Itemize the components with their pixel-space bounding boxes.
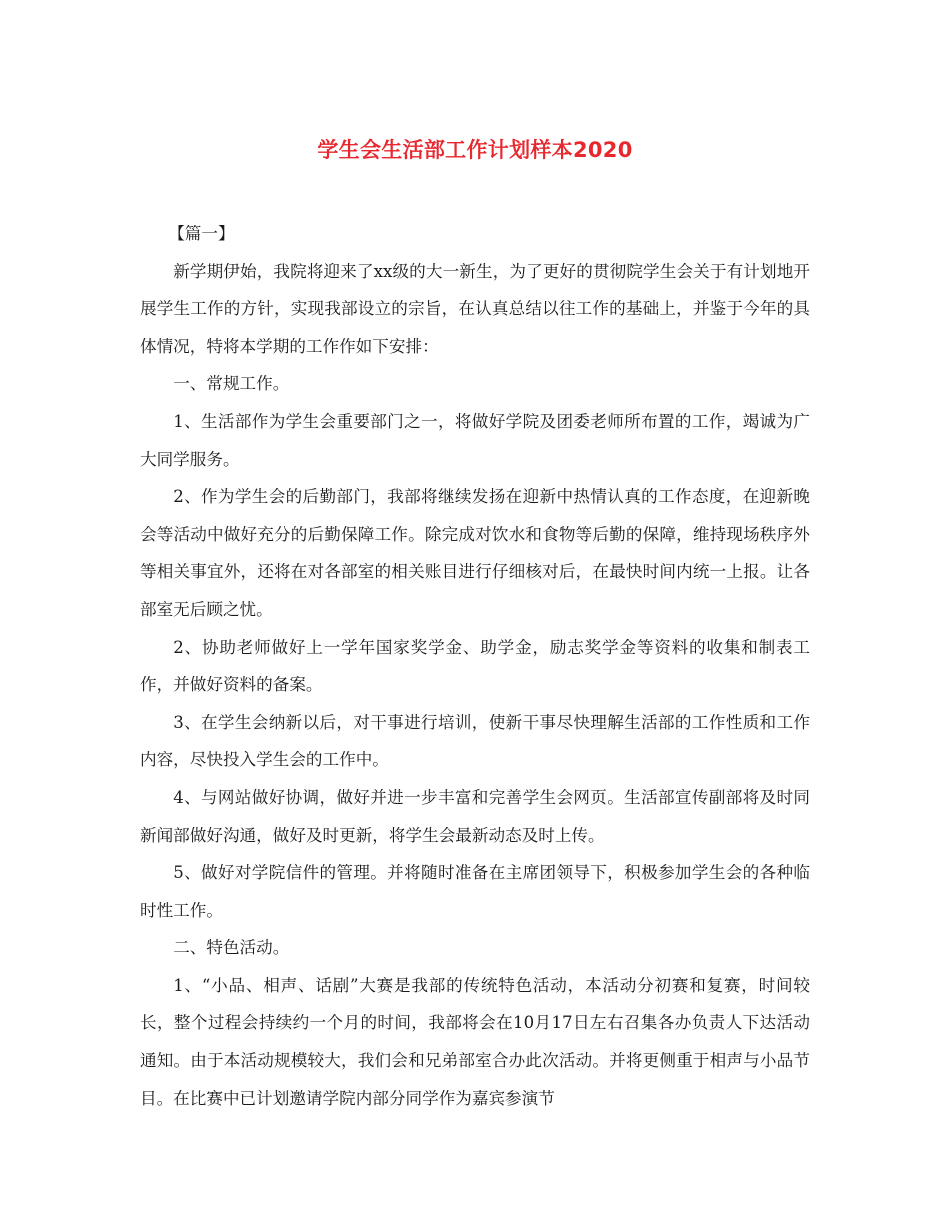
paragraph-routine-2: 2、作为学生会的后勤部门，我部将继续发扬在迎新中热情认真的工作态度，在迎新晚会等活动中做好充分的后勤保障工作。除完成对饮水和食物等后勤的保障，维持现场秩序外等相关事宜外，还将在对各部室的相关账目进行仔细核对后，在最快时间内统一上报。让各部室无后顾之忧。 — [140, 487, 810, 619]
paragraph-routine-2b: 2、协助老师做好上一学年国家奖学金、助学金，励志奖学金等资料的收集和制表工作，并做好资料的备案。 — [140, 637, 810, 695]
paragraph-routine-3: 3、在学生会纳新以后，对干事进行培训，使新干事尽快理解生活部的工作性质和工作内容，尽快投入学生会的工作中。 — [140, 712, 810, 770]
heading-routine-work: 一、常规工作。 — [173, 374, 290, 394]
paragraph-intro: 新学期伊始，我院将迎来了xx级的大一新生，为了更好的贯彻院学生会关于有计划地开展学生工作的方针，实现我部设立的宗旨，在认真总结以往工作的基础上，并鉴于今年的具体情况，特将本学期的工作作如下安排： — [140, 261, 810, 356]
heading-special-activities: 二、特色活动。 — [173, 938, 290, 958]
paragraph-routine-4: 4、与网站做好协调，做好并进一步丰富和完善学生会网页。生活部宣传副部将及时同新闻部做好沟通，做好及时更新，将学生会最新动态及时上传。 — [140, 787, 810, 845]
paragraph-routine-1: 1、生活部作为学生会重要部门之一，将做好学院及团委老师所布置的工作，竭诚为广大同学服务。 — [140, 411, 810, 469]
paragraph-special-1: 1、“小品、相声、话剧”大赛是我部的传统特色活动，本活动分初赛和复赛，时间较长，整个过程会持续约一个月的时间，我部将会在10月17日左右召集各办负责人下达活动通知。由于本活动规模较大，我们会和兄弟部室合办此次活动。并将更侧重于相声与小品节目。在比赛中已计划邀请学院内部分同学作为嘉宾参演节 — [140, 975, 810, 1108]
paragraph-routine-5: 5、做好对学院信件的管理。并将随时准备在主席团领导下，积极参加学生会的各种临时性工作。 — [140, 863, 810, 920]
document-title: 学生会生活部工作计划样本2020 — [317, 138, 633, 162]
document-body — [140, 215, 810, 1117]
section-label-part-one: 【篇一】 — [168, 224, 235, 243]
